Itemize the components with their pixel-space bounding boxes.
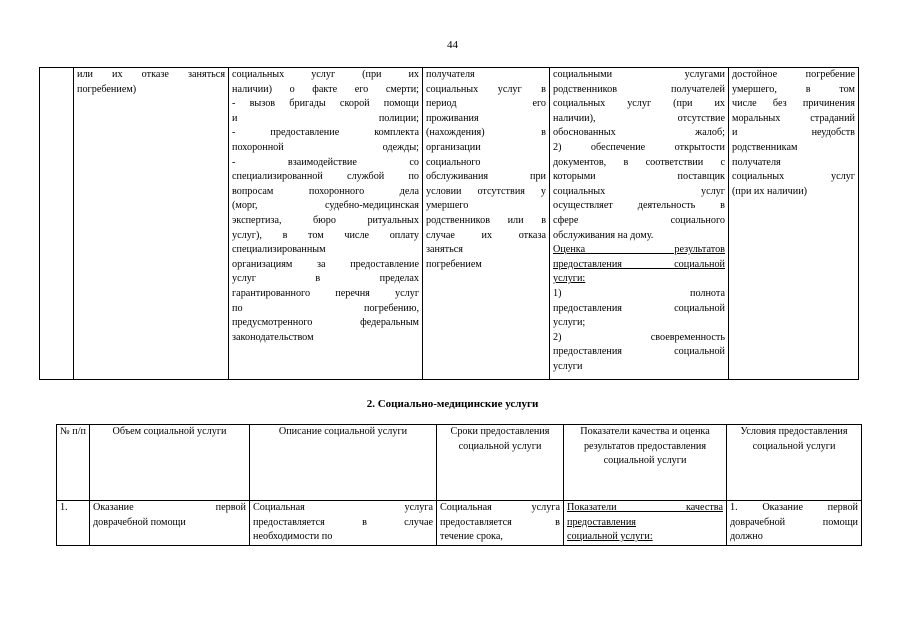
page-number: 44 (447, 39, 458, 51)
text-line: предоставляется в случае (253, 516, 433, 528)
text-line: сфере социального (553, 214, 725, 226)
text-line: вопросам похоронного дела (232, 185, 419, 197)
header-volume: Объем социальной услуги (90, 425, 250, 501)
text-line: (нахождения) в (426, 127, 546, 139)
text-line: предоставления социальной (553, 302, 725, 314)
text-line: период его (426, 98, 546, 110)
table-cell-quality (550, 68, 729, 380)
text-line: и неудобств (732, 127, 855, 139)
text-line: случае их отказа (426, 229, 546, 241)
text-line: родственникам (732, 141, 798, 153)
table-cell-terms (423, 68, 550, 380)
text-line: - взаимодействие со (232, 156, 419, 168)
text-line: Социальная услуга (253, 502, 433, 513)
text-line: (морг, судебно-медицинская (232, 200, 419, 212)
text-line: получателя (732, 156, 781, 168)
table-cell-conditions (727, 501, 862, 546)
text-line: или их отказе заняться (77, 69, 225, 80)
text-line: социальных услуг в (426, 83, 546, 95)
text-line: Социальная услуга (440, 502, 560, 513)
continuation-table (39, 67, 859, 380)
table-cell-volume (74, 68, 229, 380)
text-line: числе без причинения (732, 98, 855, 110)
text-line: похоронной одежды; (232, 141, 419, 153)
text-line: предоставления (567, 516, 636, 528)
text-line: умершего, в том (732, 83, 855, 95)
text-line: обслуживания на дому. (553, 229, 654, 241)
text-line: необходимости по (253, 531, 333, 543)
text-line: и полиции; (232, 112, 419, 124)
text-line: услуги (553, 360, 583, 372)
text-line: организациям за предоставление (232, 258, 419, 270)
text-line: обслуживания при (426, 171, 546, 183)
text-line: социальных услуг (553, 185, 725, 197)
text-line: умершего (426, 200, 469, 212)
text-line: 2) обеспечение открытости (553, 141, 725, 153)
text-line: услуги: (553, 273, 586, 285)
text-line: доврачебной помощи (93, 516, 186, 528)
table-row (40, 68, 859, 380)
table-cell-conditions (729, 68, 859, 380)
text-line: законодательством (232, 331, 314, 343)
header-terms: Сроки предоставления социальной услуги (437, 425, 564, 501)
text-line: социальных услуг (при их (232, 69, 419, 80)
text-line: течение срока, (440, 531, 503, 543)
header-num: № п/п (57, 425, 90, 501)
header-description: Описание социальной услуги (250, 425, 437, 501)
text-line: 2) своевременность (553, 331, 725, 343)
text-line: социальной услуги: (567, 531, 653, 543)
text-line: Оказание первой (93, 502, 246, 513)
table-header-row (57, 425, 862, 501)
header-conditions: Условия предоставления социальной услуги (727, 425, 862, 501)
text-line: документов, в соответствии с (553, 156, 725, 168)
text-line: экспертиза, бюро ритуальных (232, 214, 419, 226)
text-line: погребением (426, 258, 482, 270)
text-line: Показатели качества (567, 502, 723, 513)
text-line: погребением) (77, 83, 137, 95)
table-cell-description (229, 68, 423, 380)
text-line: предусмотренного федеральным (232, 317, 419, 329)
text-line: достойное погребение (732, 69, 855, 80)
text-line: - предоставление комплекта (232, 127, 419, 139)
text-line: проживания (426, 112, 479, 124)
section-title: 2. Социально-медицинские услуги (366, 398, 539, 410)
text-line: условии отсутствия у (426, 185, 546, 197)
text-line: - вызов бригады скорой помощи (232, 98, 419, 110)
text-line: организации (426, 141, 481, 153)
header-quality: Показатели качества и оценка результатов предоставления социальной услуги (564, 425, 727, 501)
text-line: получателя (426, 69, 475, 80)
text-line: обоснованных жалоб; (553, 127, 725, 139)
text-line: предоставляется в (440, 516, 560, 528)
text-line: услуги; (553, 317, 586, 329)
text-line: 1) полнота (553, 287, 725, 299)
text-line: родственников или в (426, 214, 546, 226)
text-line: предоставления социальной (553, 346, 725, 358)
table-cell-num (40, 68, 74, 380)
text-line: социального (426, 156, 481, 168)
text-line: наличии), отсутствие (553, 112, 725, 124)
table-cell-description (250, 501, 437, 546)
text-line: специализированной службой по (232, 171, 419, 183)
text-line: социальными услугами (553, 69, 725, 80)
social-medical-services-table (56, 424, 862, 546)
text-line: доврачебной помощи (730, 516, 858, 528)
text-line: по погребению, (232, 302, 419, 314)
text-line: Оценка результатов (553, 244, 725, 256)
text-line: предоставления социальной (553, 258, 725, 270)
text-line: наличии) о факте его смерти; (232, 83, 419, 95)
text-line: услуг в пределах (232, 273, 419, 285)
text-line: 1. Оказание первой (730, 502, 858, 513)
table-cell-volume (90, 501, 250, 546)
text-line: (при их наличии) (732, 185, 808, 197)
table-cell-terms (437, 501, 564, 546)
text-line: услуг), в том числе оплату (232, 229, 419, 241)
text-line: осуществляет деятельность в (553, 200, 725, 212)
text-line: специализированным (232, 244, 326, 256)
text-line: моральных страданий (732, 112, 855, 124)
text-line: должно (730, 531, 763, 543)
text-line: гарантированного перечня услуг (232, 287, 419, 299)
table-row (57, 501, 862, 546)
text-line: которыми поставщик (553, 171, 725, 183)
text-line: родственников получателей (553, 83, 725, 95)
text-line: заняться (426, 244, 463, 256)
table-cell-quality (564, 501, 727, 546)
text-line: социальных услуг (732, 171, 855, 183)
text-line: социальных услуг (при их (553, 98, 725, 110)
table-cell-num: 1. (57, 501, 90, 546)
